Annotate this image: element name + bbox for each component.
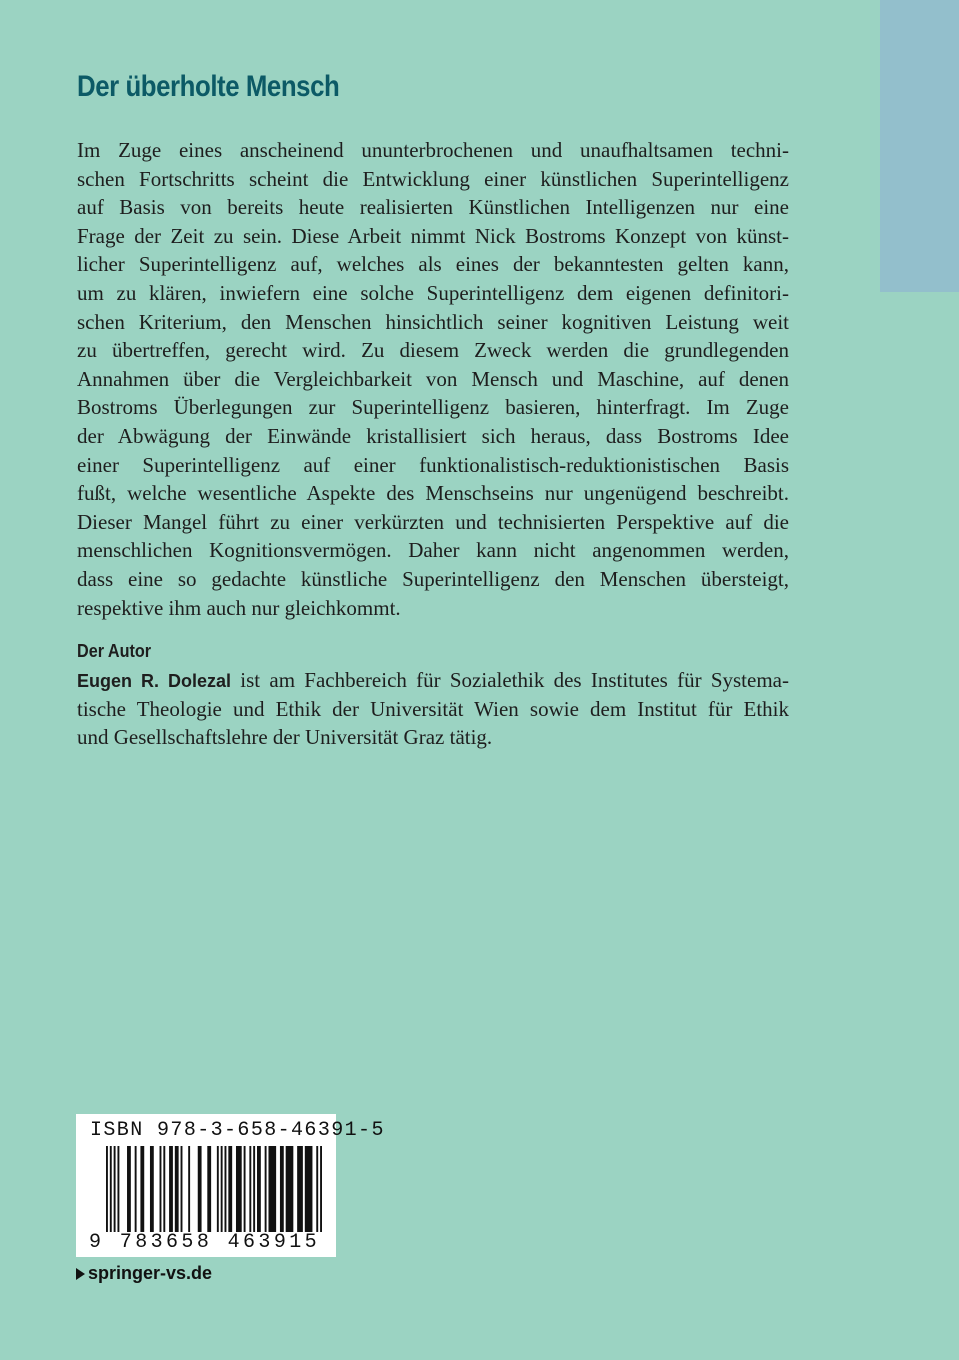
triangle-arrow-icon	[76, 1268, 85, 1280]
abstract-line: dass eine so gedachte künstliche Superintelligenz den Menschen übersteigt,	[77, 566, 789, 591]
publisher-link[interactable]	[76, 1263, 212, 1284]
isbn-label: ISBN 978-3-658-46391-5	[90, 1119, 385, 1142]
barcode-bar	[169, 1146, 173, 1232]
abstract-line: Frage der Zeit zu sein. Diese Arbeit nimmt Nick Bostroms Konzept von künst-	[77, 223, 789, 248]
barcode-bar	[217, 1146, 219, 1232]
abstract-line: schen Fortschritts scheint die Entwicklung einer künstlichen Superintelligenz	[77, 166, 789, 191]
barcode-bar	[265, 1146, 267, 1232]
barcode-bar	[268, 1146, 276, 1232]
author-name: Eugen R. Dolezal	[77, 671, 232, 691]
abstract	[77, 136, 789, 622]
abstract-line: zu übertreffen, gerecht wird. Zu diesem Zweck werden die grundlegenden	[77, 338, 789, 363]
publisher-url: springer-vs.de	[88, 1263, 213, 1283]
barcode-bar	[244, 1146, 246, 1232]
barcode-bar	[163, 1146, 165, 1232]
side-color-tab	[880, 0, 959, 292]
barcode-bar	[175, 1146, 179, 1232]
abstract-line: licher Superintelligenz auf, welches als eines der bekanntesten gelten kann,	[77, 252, 789, 277]
barcode-bar	[253, 1146, 255, 1232]
abstract-line: fußt, welche wesentliche Aspekte des Menschseins nur ungenügend beschreibt.	[77, 481, 789, 506]
abstract-line: um zu klären, inwiefern eine solche Superintelligenz dem eigenen definitori-	[77, 280, 789, 305]
abstract-line: auf Basis von bereits heute realisierten Künstlichen Intelligenzen nur eine	[77, 195, 789, 220]
abstract-line: schen Kriterium, den Menschen hinsichtlich seiner kognitiven Leistung weit	[77, 309, 789, 334]
barcode-bar	[286, 1146, 294, 1232]
abstract-line: Dieser Mangel führt zu einer verkürzten und technisierten Perspektive auf die	[77, 509, 789, 534]
barcode-bar	[236, 1146, 242, 1232]
barcode-bar	[160, 1146, 162, 1232]
abstract-line: einer Superintelligenz auf einer funktionalistisch-reduktionistischen Basis	[77, 452, 789, 477]
barcode-bar	[114, 1146, 116, 1232]
barcode-bar	[140, 1146, 144, 1232]
barcode-bar	[221, 1146, 223, 1232]
barcode-bar	[316, 1146, 318, 1232]
barcode-bar	[225, 1146, 227, 1232]
isbn-barcode	[76, 1114, 385, 1257]
abstract-line: Annahmen über die Vergleichbarkeit von Mensch und Maschine, auf denen	[77, 366, 789, 391]
barcode-bar	[117, 1146, 119, 1232]
barcode-digits: 9 783658 463915	[89, 1231, 321, 1254]
author-bio-line: und Gesellschaftslehre der Universität Graz tätig.	[77, 725, 493, 750]
abstract-line: menschlichen Kognitionsvermögen. Daher kann nicht angenommen werden,	[77, 538, 789, 563]
barcode-bar	[106, 1146, 108, 1232]
author-bio	[77, 666, 789, 752]
barcode-bar	[207, 1146, 211, 1232]
barcode-bar	[320, 1146, 322, 1232]
abstract-line: der Abwägung der Einwände kristallisiert sich heraus, dass Bostroms Idee	[77, 423, 789, 448]
book-title: Der überholte Mensch	[77, 70, 340, 103]
barcode-bar	[198, 1146, 202, 1232]
barcode-bar	[280, 1146, 284, 1232]
barcode-bar	[188, 1146, 190, 1232]
barcode-bar	[150, 1146, 154, 1232]
author-bio-line: ist am Fachbereich für Sozialethik des Institutes für Systema-	[231, 668, 789, 692]
abstract-line: Bostroms Überlegungen zur Superintelligenz basieren, hinterfragt. Im Zuge	[77, 395, 789, 420]
barcode-bar	[249, 1146, 251, 1232]
barcode-bar	[228, 1146, 232, 1232]
barcode-bar	[305, 1146, 313, 1232]
barcode-bar	[257, 1146, 261, 1232]
barcode-bar	[181, 1146, 183, 1232]
abstract-line: Im Zuge eines anscheinend ununterbrochenen und unaufhaltsamen techni-	[77, 138, 789, 162]
barcode-bar	[135, 1146, 137, 1232]
barcode-bar	[297, 1146, 303, 1232]
author-heading: Der Autor	[77, 641, 152, 661]
barcode-bar	[110, 1146, 112, 1232]
abstract-line: respektive ihm auch nur gleichkommt.	[77, 595, 401, 620]
author-bio-line: tische Theologie und Ethik der Universität Wien sowie dem Institut für Ethik	[77, 696, 789, 721]
barcode-bar	[127, 1146, 131, 1232]
